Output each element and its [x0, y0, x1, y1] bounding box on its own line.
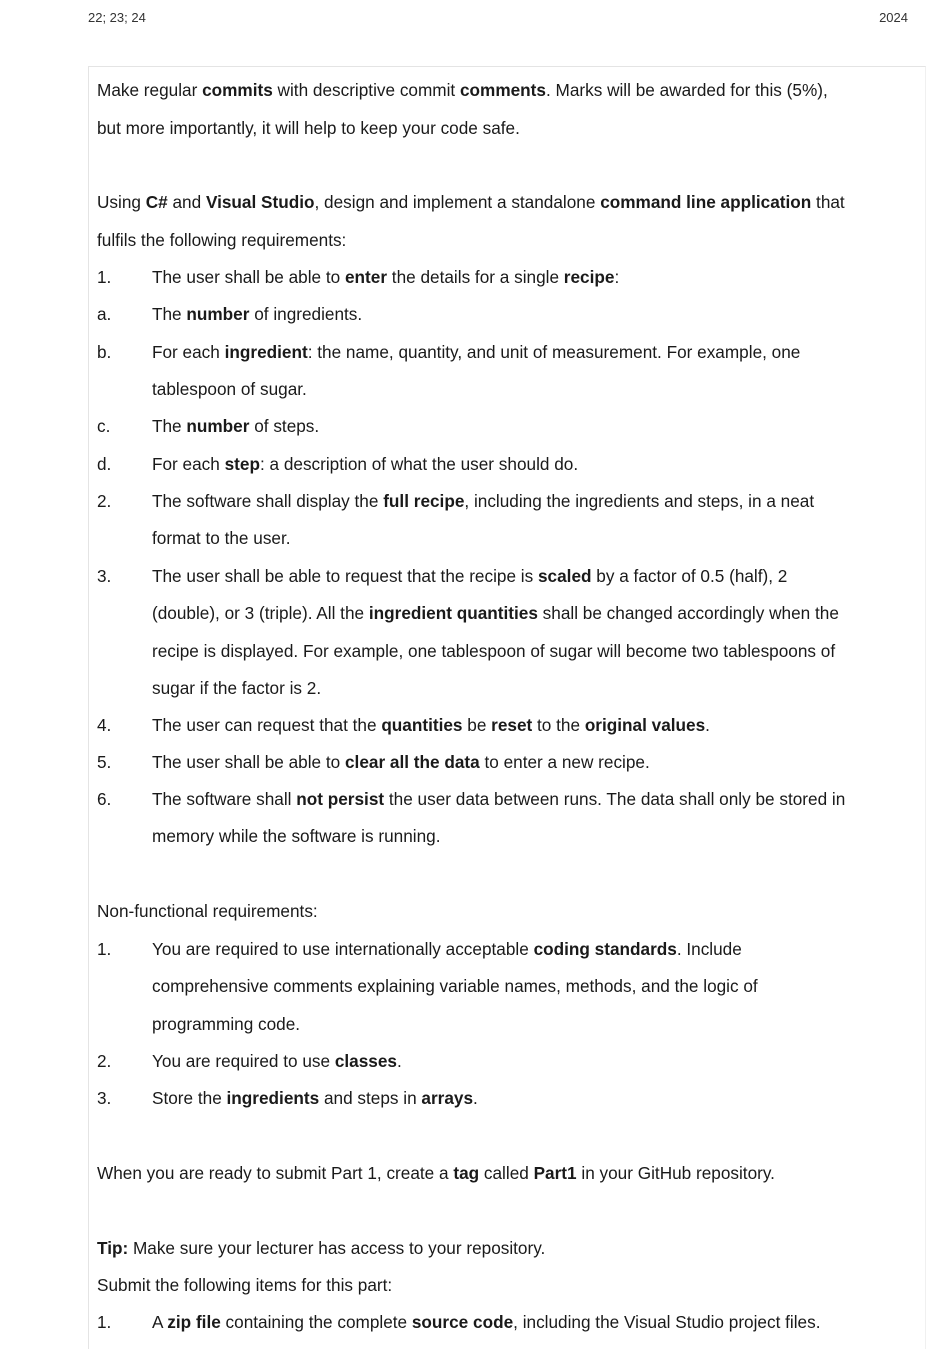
requirement-number: c.	[97, 416, 111, 436]
requirement-text: The software shall not persist the user data between runs. The data shall only be stored in	[152, 789, 846, 809]
requirement-number: d.	[97, 454, 112, 474]
requirement-number: 4.	[97, 715, 112, 735]
nfr-text: You are required to use classes.	[152, 1051, 402, 1071]
requirement-text: The user can request that the quantities be reset to the original values.	[152, 715, 710, 735]
submit-item-number: 1.	[97, 1312, 112, 1332]
nfr-heading: Non-functional requirements:	[97, 901, 318, 921]
task-line-2: fulfils the following requirements:	[97, 230, 347, 250]
requirement-text: The user shall be able to request that the recipe is scaled by a factor of 0.5 (half), 2	[152, 566, 788, 586]
nfr-text: comprehensive comments explaining variable names, methods, and the logic of	[152, 976, 758, 997]
requirement-number: b.	[97, 342, 112, 362]
requirement-text: recipe is displayed. For example, one tablespoon of sugar will become two tablespoons of	[152, 640, 836, 661]
requirement-text: The number of steps.	[152, 416, 320, 436]
task-line-1: Using C# and Visual Studio, design and implement a standalone command line application that	[97, 192, 845, 212]
header-left: 22; 23; 24	[88, 10, 146, 25]
submit-item-text: A zip file containing the complete source code, including the Visual Studio project files.	[152, 1312, 821, 1332]
requirement-text: The user shall be able to clear all the data to enter a new recipe.	[152, 752, 650, 772]
requirement-text: For each ingredient: the name, quantity, and unit of measurement. For example, one	[152, 342, 801, 362]
requirement-number: 6.	[97, 789, 112, 809]
submit-line: When you are ready to submit Part 1, create a tag called Part1 in your GitHub repository.	[97, 1163, 775, 1183]
submit-items-heading: Submit the following items for this part:	[97, 1275, 393, 1295]
requirement-text: The software shall display the full recipe, including the ingredients and steps, in a neat	[152, 491, 815, 511]
requirement-text: tablespoon of sugar.	[152, 379, 307, 400]
intro-line-2: but more importantly, it will help to keep your code safe.	[97, 118, 520, 138]
requirement-number: 2.	[97, 491, 112, 511]
requirement-text: sugar if the factor is 2.	[152, 677, 322, 698]
nfr-text: Store the ingredients and steps in arrays.	[152, 1088, 478, 1108]
header-right: 2024	[879, 10, 908, 25]
content-box	[88, 66, 926, 1349]
intro-line-1: Make regular commits with descriptive commit comments. Marks will be awarded for this (5%),	[97, 80, 828, 100]
nfr-text: You are required to use internationally acceptable coding standards. Include	[152, 939, 742, 959]
requirement-text: (double), or 3 (triple). All the ingredient quantities shall be changed accordingly when the	[152, 603, 839, 624]
requirement-number: 5.	[97, 752, 112, 772]
requirement-text: The number of ingredients.	[152, 304, 363, 324]
requirement-text: The user shall be able to enter the details for a single recipe:	[152, 267, 620, 287]
nfr-text: programming code.	[152, 1013, 301, 1034]
nfr-number: 1.	[97, 939, 112, 959]
requirement-number: 1.	[97, 267, 112, 287]
nfr-number: 3.	[97, 1088, 112, 1108]
requirement-number: 3.	[97, 566, 112, 586]
requirement-number: a.	[97, 304, 112, 324]
requirement-text: For each step: a description of what the user should do.	[152, 454, 579, 474]
requirement-text: memory while the software is running.	[152, 826, 441, 847]
nfr-number: 2.	[97, 1051, 112, 1071]
tip-line: Tip: Make sure your lecturer has access to your repository.	[97, 1238, 546, 1258]
requirement-text: format to the user.	[152, 528, 291, 549]
